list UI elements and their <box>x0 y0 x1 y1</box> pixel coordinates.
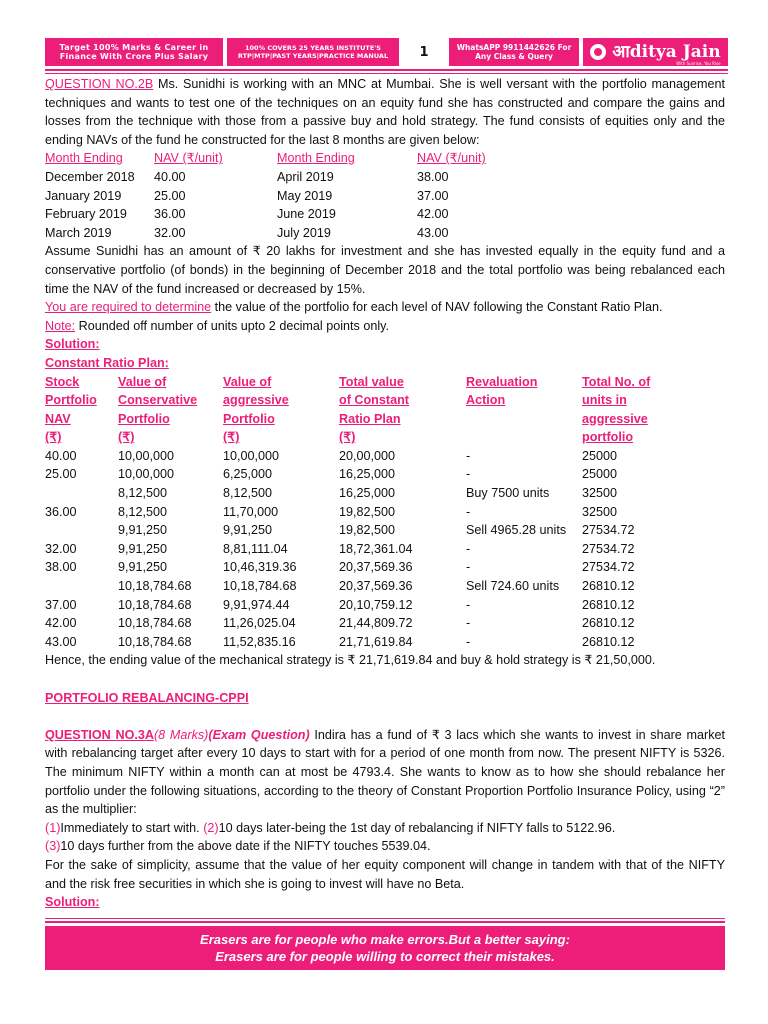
crp-cell: 18,72,361.04 <box>339 541 413 556</box>
crp-header-cell: (₹) <box>45 430 62 445</box>
crp-cell: 27534.72 <box>582 560 635 575</box>
crp-header-cell: of Constant <box>339 393 409 408</box>
footer-quote <box>45 926 725 970</box>
crp-cell: 6,25,000 <box>223 467 273 482</box>
nav-cell: 36.00 <box>154 207 186 222</box>
nav-cell: March 2019 <box>45 225 112 240</box>
crp-header-cell <box>466 428 582 447</box>
crp-cell: 25000 <box>582 448 618 463</box>
crp-header-cell: NAV <box>45 411 71 426</box>
brand-tagline: With Sunrise, You Rise <box>676 60 721 66</box>
crp-cell: - <box>466 448 471 463</box>
nav-cell: 25.00 <box>154 188 186 203</box>
question-3a-exam: (Exam Question) <box>208 727 310 742</box>
crp-header-cell: Portfolio <box>223 411 275 426</box>
crp-cell: 10,00,000 <box>118 448 175 463</box>
crp-cell: 10,46,319.36 <box>223 560 297 575</box>
crp-cell: 16,25,000 <box>339 467 396 482</box>
crp-header-cell: Ratio Plan <box>339 411 401 426</box>
header-tagline: Target 100% Marks & Career in Finance With Crore Plus Salary <box>45 38 223 66</box>
assumption-text: Assume Sunidhi has an amount of ₹ 20 lakhs for investment and she has invested equally in the equity fund and a conservative portfolio (of bonds) in the beginning of December 2018 and the total portfolio was being rebalanced each time the NAV of the fund increased or decreased by 15%. <box>45 244 725 296</box>
crp-cell: 9,91,250 <box>118 560 168 575</box>
crp-cell: 11,26,025.04 <box>223 616 296 631</box>
footer-line-2: Erasers are for people willing to correct their mistakes. <box>215 949 555 964</box>
crp-cell: 10,18,784.68 <box>118 579 192 594</box>
simplicity-text: For the sake of simplicity, assume that the value of her equity component will change in tandem with that of the NIFTY and the risk free securities in which she is going to invest will have no Beta. <box>45 857 725 891</box>
crp-cell: 40.00 <box>45 448 77 463</box>
nav-cell: December 2018 <box>45 169 135 184</box>
crp-cell: 21,71,619.84 <box>339 634 413 649</box>
nav-cell: 42.00 <box>417 207 449 222</box>
nav-cell: February 2019 <box>45 207 127 222</box>
crp-cell: 10,18,784.68 <box>118 634 192 649</box>
crp-cell: - <box>466 541 471 556</box>
page-header <box>45 38 728 66</box>
nav-cell: 43.00 <box>417 225 449 240</box>
crp-header-cell: aggressive <box>223 393 289 408</box>
brand-logo <box>583 38 728 66</box>
crp-cell: 26810.12 <box>582 616 635 631</box>
crp-cell: 11,70,000 <box>223 504 279 519</box>
crp-cell: 10,18,784.68 <box>223 579 297 594</box>
nav-cell: 38.00 <box>417 169 449 184</box>
crp-cell: 32.00 <box>45 541 77 556</box>
question-2b-text: QUESTION NO.2B Ms. Sunidhi is working with an MNC at Mumbai. She is well versant with the portfolio management techniques and wants to test one of the techniques on an equity fund she has constructed and compare the gains and losses from the technique with those from a passive buy and hold strategy. The fund consists of equities only and the ending NAVs of the fund he constructed for the last 8 months are given below: <box>45 77 725 147</box>
nav-cell: May 2019 <box>277 188 333 203</box>
footer-divider <box>45 921 725 923</box>
crp-header-cell: Total No. of <box>582 374 651 389</box>
nav-cell: 32.00 <box>154 225 186 240</box>
crp-cell: 26810.12 <box>582 579 635 594</box>
note-text: Note: Rounded off number of units upto 2 decimal points only. <box>45 318 389 333</box>
crp-cell: - <box>466 467 471 482</box>
crp-cell: 20,10,759.12 <box>339 597 413 612</box>
crp-cell: 21,44,809.72 <box>339 616 413 631</box>
header-coverage: 100% COVERS 25 YEARS INSTITUTE'S RTP|MTP|PAST YEARS|PRACTICE MANUAL <box>227 38 399 66</box>
question-2b-label: QUESTION NO.2B <box>45 77 154 91</box>
crp-cell: 32500 <box>582 504 618 519</box>
crp-cell: - <box>466 504 471 519</box>
sun-icon <box>590 44 606 60</box>
footer-line-1: Erasers are for people who make errors.But a better saying: <box>200 932 570 947</box>
crp-header-cell: Total value <box>339 374 404 389</box>
crp-cell <box>45 521 118 540</box>
crp-cell: 10,00,000 <box>118 467 175 482</box>
crp-header-cell: Portfolio <box>45 393 97 408</box>
crp-cell: 20,00,000 <box>339 448 396 463</box>
crp-cell: 38.00 <box>45 560 77 575</box>
solution-label: Solution: <box>45 337 100 352</box>
header-divider-thin <box>45 73 728 74</box>
nav-cell: June 2019 <box>277 207 336 222</box>
crp-cell: 10,00,000 <box>223 448 280 463</box>
crp-cell: 8,12,500 <box>118 486 168 501</box>
requirement-label: You are required to determine <box>45 300 212 315</box>
crp-cell: 20,37,569.36 <box>339 560 413 575</box>
situation-1-2: (1)Immediately to start with. (2)10 days later-being the 1st day of rebalancing if NIFTY falls to 5122.96. <box>45 820 616 835</box>
plan-label: Constant Ratio Plan: <box>45 355 169 370</box>
crp-header-cell: portfolio <box>582 430 634 445</box>
crp-header-cell: Revaluation <box>466 374 538 389</box>
crp-cell: 37.00 <box>45 597 77 612</box>
crp-cell: 19,82,500 <box>339 504 396 519</box>
crp-cell: 36.00 <box>45 504 77 519</box>
question-3a-marks: (8 Marks) <box>153 727 209 742</box>
nav-cell: July 2019 <box>277 225 331 240</box>
crp-cell: - <box>466 616 471 631</box>
crp-cell: 27534.72 <box>582 541 635 556</box>
crp-header-cell: Value of <box>118 374 167 389</box>
crp-cell: - <box>466 634 471 649</box>
section-title: PORTFOLIO REBALANCING-CPPI <box>45 690 249 705</box>
crp-cell: 42.00 <box>45 616 77 631</box>
crp-cell: 25000 <box>582 467 618 482</box>
crp-header-cell <box>466 410 582 429</box>
crp-header-cell: (₹) <box>223 430 240 445</box>
requirement-text: You are required to determine the value of the portfolio for each level of NAV following the Constant Ratio Plan. <box>45 300 663 315</box>
situation-3: (3)10 days further from the above date if the NIFTY touches 5539.04. <box>45 839 431 854</box>
crp-cell: Sell 724.60 units <box>466 579 560 594</box>
crp-header-cell: Conservative <box>118 393 198 408</box>
crp-cell: 26810.12 <box>582 634 635 649</box>
question-3a-label: QUESTION NO.3A <box>45 727 154 742</box>
crp-cell: 8,12,500 <box>118 504 168 519</box>
header-divider <box>45 69 728 71</box>
crp-cell: - <box>466 597 471 612</box>
nav-cell: 40.00 <box>154 169 186 184</box>
header-whatsapp: WhatsAPP 9911442626 For Any Class & Query <box>449 38 579 66</box>
conclusion-text: Hence, the ending value of the mechanical strategy is ₹ 21,71,619.84 and buy & hold strategy is ₹ 21,50,000. <box>45 653 656 668</box>
crp-cell: 25.00 <box>45 467 77 482</box>
crp-header-cell: Action <box>466 393 506 408</box>
note-label: Note: <box>45 318 76 333</box>
crp-header-cell: Portfolio <box>118 411 170 426</box>
crp-cell: 10,18,784.68 <box>118 597 192 612</box>
crp-header-cell: (₹) <box>339 430 356 445</box>
crp-cell: 10,18,784.68 <box>118 616 192 631</box>
crp-header-cell: Stock <box>45 374 80 389</box>
nav-header-cell: Month Ending <box>45 151 123 166</box>
crp-cell: - <box>466 560 471 575</box>
crp-cell: 43.00 <box>45 634 77 649</box>
question-3a-text: QUESTION NO.3A(8 Marks)(Exam Question) Indira has a fund of ₹ 3 lacs which she wants to invest in share market with rebalancing target after every 10 days to start with for a period of one month from now. The present NIFTY is 5326. The minimum NIFTY within a month can at most be 4793.4. She wants to know as to how she should rebalance her portfolio under the following situations, according to the theory of Constant Proportion Portfolio Insurance Policy, using “2” as the multiplier: <box>45 727 725 817</box>
crp-cell: 9,91,974.44 <box>223 597 290 612</box>
crp-header-cell: (₹) <box>118 430 135 445</box>
constant-ratio-table <box>45 373 725 652</box>
page-number: 1 <box>403 38 445 66</box>
crp-header-cell: Value of <box>223 374 272 389</box>
brand-name: आditya Jain <box>612 41 721 62</box>
crp-header-cell: units in <box>582 393 627 408</box>
crp-cell <box>45 484 118 503</box>
solution-label-3a: Solution: <box>45 895 100 910</box>
crp-cell: 9,91,250 <box>118 523 168 538</box>
crp-header-cell: aggressive <box>582 411 648 426</box>
crp-cell: 27534.72 <box>582 523 635 538</box>
nav-header-cell: NAV (₹/unit) <box>417 151 486 166</box>
nav-header-cell: Month Ending <box>277 151 355 166</box>
crp-cell: 8,81,111.04 <box>223 541 288 556</box>
crp-cell: Buy 7500 units <box>466 486 550 501</box>
nav-cell: April 2019 <box>277 169 334 184</box>
nav-cell: 37.00 <box>417 188 449 203</box>
nav-cell: January 2019 <box>45 188 122 203</box>
nav-header-cell: NAV (₹/unit) <box>154 151 223 166</box>
nav-table <box>45 149 725 242</box>
crp-cell: Sell 4965.28 units <box>466 523 567 538</box>
crp-cell: 8,12,500 <box>223 486 273 501</box>
main-content <box>45 75 725 912</box>
footer-divider-thin <box>45 918 725 919</box>
crp-cell: 19,82,500 <box>339 523 396 538</box>
crp-cell: 16,25,000 <box>339 486 396 501</box>
crp-cell: 32500 <box>582 486 618 501</box>
crp-cell <box>45 577 118 596</box>
crp-cell: 20,37,569.36 <box>339 579 413 594</box>
crp-cell: 11,52,835.16 <box>223 634 296 649</box>
crp-cell: 9,91,250 <box>223 523 273 538</box>
crp-cell: 26810.12 <box>582 597 635 612</box>
crp-cell: 9,91,250 <box>118 541 168 556</box>
